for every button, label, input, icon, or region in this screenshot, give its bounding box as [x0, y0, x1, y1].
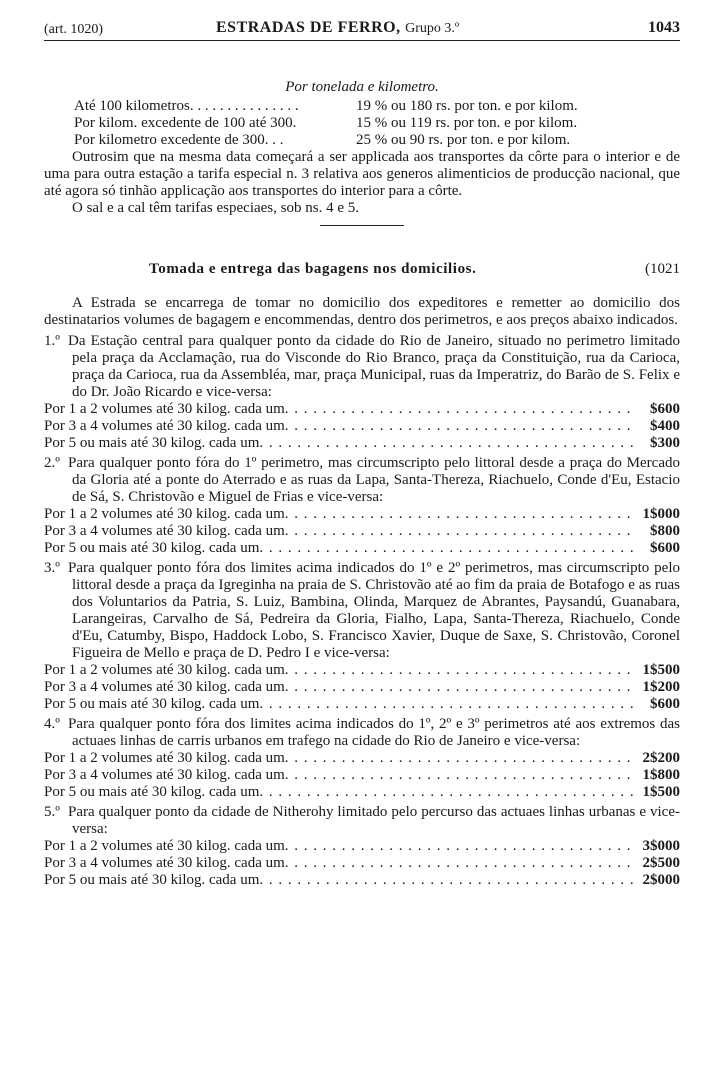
item-text: Para qualquer ponto fóra do 1º perimetro, mas circumscripto pelo littoral desde a praça do Mercado da Gloria até a ponte do Aterrado e as ruas da Lapa, Santa-Thereza, Riachuelo, Conde d'Eu, Estacio de Sá, S. Christovão e Miguel de Frias e vice-versa: [68, 455, 680, 505]
price-label: Por 1 a 2 volumes até 30 kilog. cada um [44, 838, 285, 854]
price-label: Por 5 ou mais até 30 kilog. cada um [44, 784, 260, 800]
section-intro: A Estrada se encarrega de tomar no domicilio dos expeditores e remetter ao domicilio dos destinatarios volumes de bagagem e encommendas, dentro dos perimetros, e aos preços abaixo indicados. [44, 295, 680, 328]
item-number: 4.º [44, 716, 60, 732]
section-article-number: (1021 [645, 261, 680, 277]
tariff-subtitle: Por tonelada e kilometro. [285, 79, 439, 95]
item-number: 3.º [44, 560, 60, 576]
price-row [44, 540, 680, 557]
page-number: 1043 [648, 19, 680, 36]
price-value: 1$200 [642, 679, 680, 695]
leader-dots [285, 679, 636, 696]
price-row [44, 696, 680, 713]
divider-rule [320, 225, 404, 226]
leader-dots [285, 418, 636, 435]
rate-row [44, 98, 680, 115]
article-ref: (art. 1020) [44, 22, 104, 37]
group-label: Grupo 3.º [405, 21, 460, 36]
leader-dots [285, 838, 636, 855]
section-title: Tomada e entrega das bagagens nos domicilios. [149, 261, 477, 277]
leader-dots [259, 872, 636, 889]
price-value: $600 [650, 540, 680, 556]
price-value: 2$500 [642, 855, 680, 871]
price-label: Por 5 ou mais até 30 kilog. cada um [44, 540, 260, 556]
price-value: $600 [650, 401, 680, 417]
price-label: Por 1 a 2 volumes até 30 kilog. cada um [44, 662, 285, 678]
price-row [44, 662, 680, 679]
running-title-text: ESTRADAS DE FERRO, [216, 19, 401, 36]
price-value: 1$500 [642, 784, 680, 800]
price-value: $300 [650, 435, 680, 451]
item-description [44, 333, 680, 401]
item-description [44, 560, 680, 662]
price-row [44, 523, 680, 540]
rate-value: 19 % ou 180 rs. por ton. e por kilom. [356, 98, 578, 114]
price-row [44, 506, 680, 523]
price-label: Por 5 ou mais até 30 kilog. cada um [44, 696, 260, 712]
document-page [44, 18, 680, 889]
leader-dots [285, 855, 636, 872]
price-row [44, 784, 680, 801]
price-value: 3$000 [642, 838, 680, 854]
leader-dots [259, 540, 636, 557]
rate-label: Por kilometro excedente de 300. . . [74, 132, 284, 148]
price-value: 1$500 [642, 662, 680, 678]
item-number: 5.º [44, 804, 60, 820]
leader-dots [285, 401, 636, 418]
price-value: 2$200 [642, 750, 680, 766]
item-text: Da Estação central para qualquer ponto da cidade do Rio de Janeiro, situado no perimetro limitado pela praça da Acclamação, rua do Visconde do Rio Branco, praça da Constituição, rua da Carioca, praça da Carioca, rua da Assembléa, mar, praça Municipal, ruas da Imperatriz, do Barão de S. Felix e do Dr. João Ricardo e vice-versa: [68, 333, 680, 400]
price-label: Por 5 ou mais até 30 kilog. cada um [44, 872, 260, 888]
price-row [44, 750, 680, 767]
price-label: Por 3 a 4 volumes até 30 kilog. cada um [44, 679, 285, 695]
price-row [44, 435, 680, 452]
price-label: Por 1 a 2 volumes até 30 kilog. cada um [44, 506, 285, 522]
price-row [44, 418, 680, 435]
rate-label: Por kilom. excedente de 100 até 300. [74, 115, 297, 131]
page-header [44, 18, 680, 41]
price-label: Por 1 a 2 volumes até 30 kilog. cada um [44, 750, 285, 766]
price-value: $400 [650, 418, 680, 434]
price-row [44, 401, 680, 418]
leader-dots [259, 696, 636, 713]
rate-value: 15 % ou 119 rs. por ton. e por kilom. [356, 115, 578, 131]
price-label: Por 5 ou mais até 30 kilog. cada um [44, 435, 260, 451]
running-title [216, 19, 459, 37]
price-label: Por 3 a 4 volumes até 30 kilog. cada um [44, 523, 285, 539]
item-description [44, 716, 680, 750]
tariff-item [44, 804, 680, 889]
item-text: Para qualquer ponto fóra dos limites acima indicados do 1º e 2º perimetros, mas circumscripto pelo littoral desde a praça da Igreginha na praia de S. Christovão até ao fim da praia de Botafogo e as ruas dos Voluntarios da Patria, S. Luiz, Bambina, Olinda, Marquez de Abrantes, Paysandú, Guanabara, Larangeiras, Carvalho de Sá, Pedreira da Gloria, Fialho, Lapa, Santa-Thereza, Riachuelo, Conde d'Eu, Catumby, Bispo, Haddock Lobo, S. Francisco Xavier, Duque de Saxe, S. Christovão, Coronel Figueira de Mello e praça de D. Pedro I e vice-versa: [68, 560, 680, 661]
leader-dots [259, 435, 636, 452]
leader-dots [285, 750, 636, 767]
rate-value: 25 % ou 90 rs. por ton. e por kilom. [356, 132, 571, 148]
price-value: 1$000 [642, 506, 680, 522]
price-value: 1$800 [642, 767, 680, 783]
item-description [44, 804, 680, 838]
price-label: Por 1 a 2 volumes até 30 kilog. cada um [44, 401, 285, 417]
leader-dots [259, 784, 636, 801]
price-row [44, 855, 680, 872]
leader-dots [285, 662, 636, 679]
section-heading [44, 261, 680, 281]
price-row [44, 767, 680, 784]
item-number: 1.º [44, 333, 60, 349]
rate-row [44, 115, 680, 132]
tariff-item [44, 560, 680, 713]
rate-label: Até 100 kilometros. . . . . . . . . . . . . . . [74, 98, 299, 114]
price-value: 2$000 [642, 872, 680, 888]
leader-dots [285, 506, 636, 523]
leader-dots [285, 523, 636, 540]
item-number: 2.º [44, 455, 60, 471]
price-row [44, 872, 680, 889]
price-value: $800 [650, 523, 680, 539]
item-text: Para qualquer ponto da cidade de Nitherohy limitado pelo percurso das actuaes linhas urbanas e vice-versa: [68, 804, 680, 837]
paragraph-sal: O sal e a cal têm tarifas especiaes, sob ns. 4 e 5. [72, 200, 359, 216]
price-value: $600 [650, 696, 680, 712]
price-row [44, 679, 680, 696]
tariff-item [44, 455, 680, 557]
tariff-item [44, 716, 680, 801]
price-label: Por 3 a 4 volumes até 30 kilog. cada um [44, 855, 285, 871]
rate-row [44, 132, 680, 149]
price-row [44, 838, 680, 855]
tariff-item [44, 333, 680, 452]
item-description [44, 455, 680, 506]
leader-dots [285, 767, 636, 784]
item-text: Para qualquer ponto fóra dos limites acima indicados do 1º, 2º e 3º perimetros até aos extremos das actuaes linhas de carris urbanos em trafego na cidade do Rio de Janeiro e vice-versa: [68, 716, 680, 749]
price-label: Por 3 a 4 volumes até 30 kilog. cada um [44, 767, 285, 783]
paragraph-outrosim: Outrosim que na mesma data começará a ser applicada aos transportes da côrte para o interior e de uma para outra estação a tarifa especial n. 3 relativa aos generos alimenticios de producção nacional, que até agora só tinhão applicação aos transportes do interior para a côrte. [44, 149, 680, 199]
price-label: Por 3 a 4 volumes até 30 kilog. cada um [44, 418, 285, 434]
